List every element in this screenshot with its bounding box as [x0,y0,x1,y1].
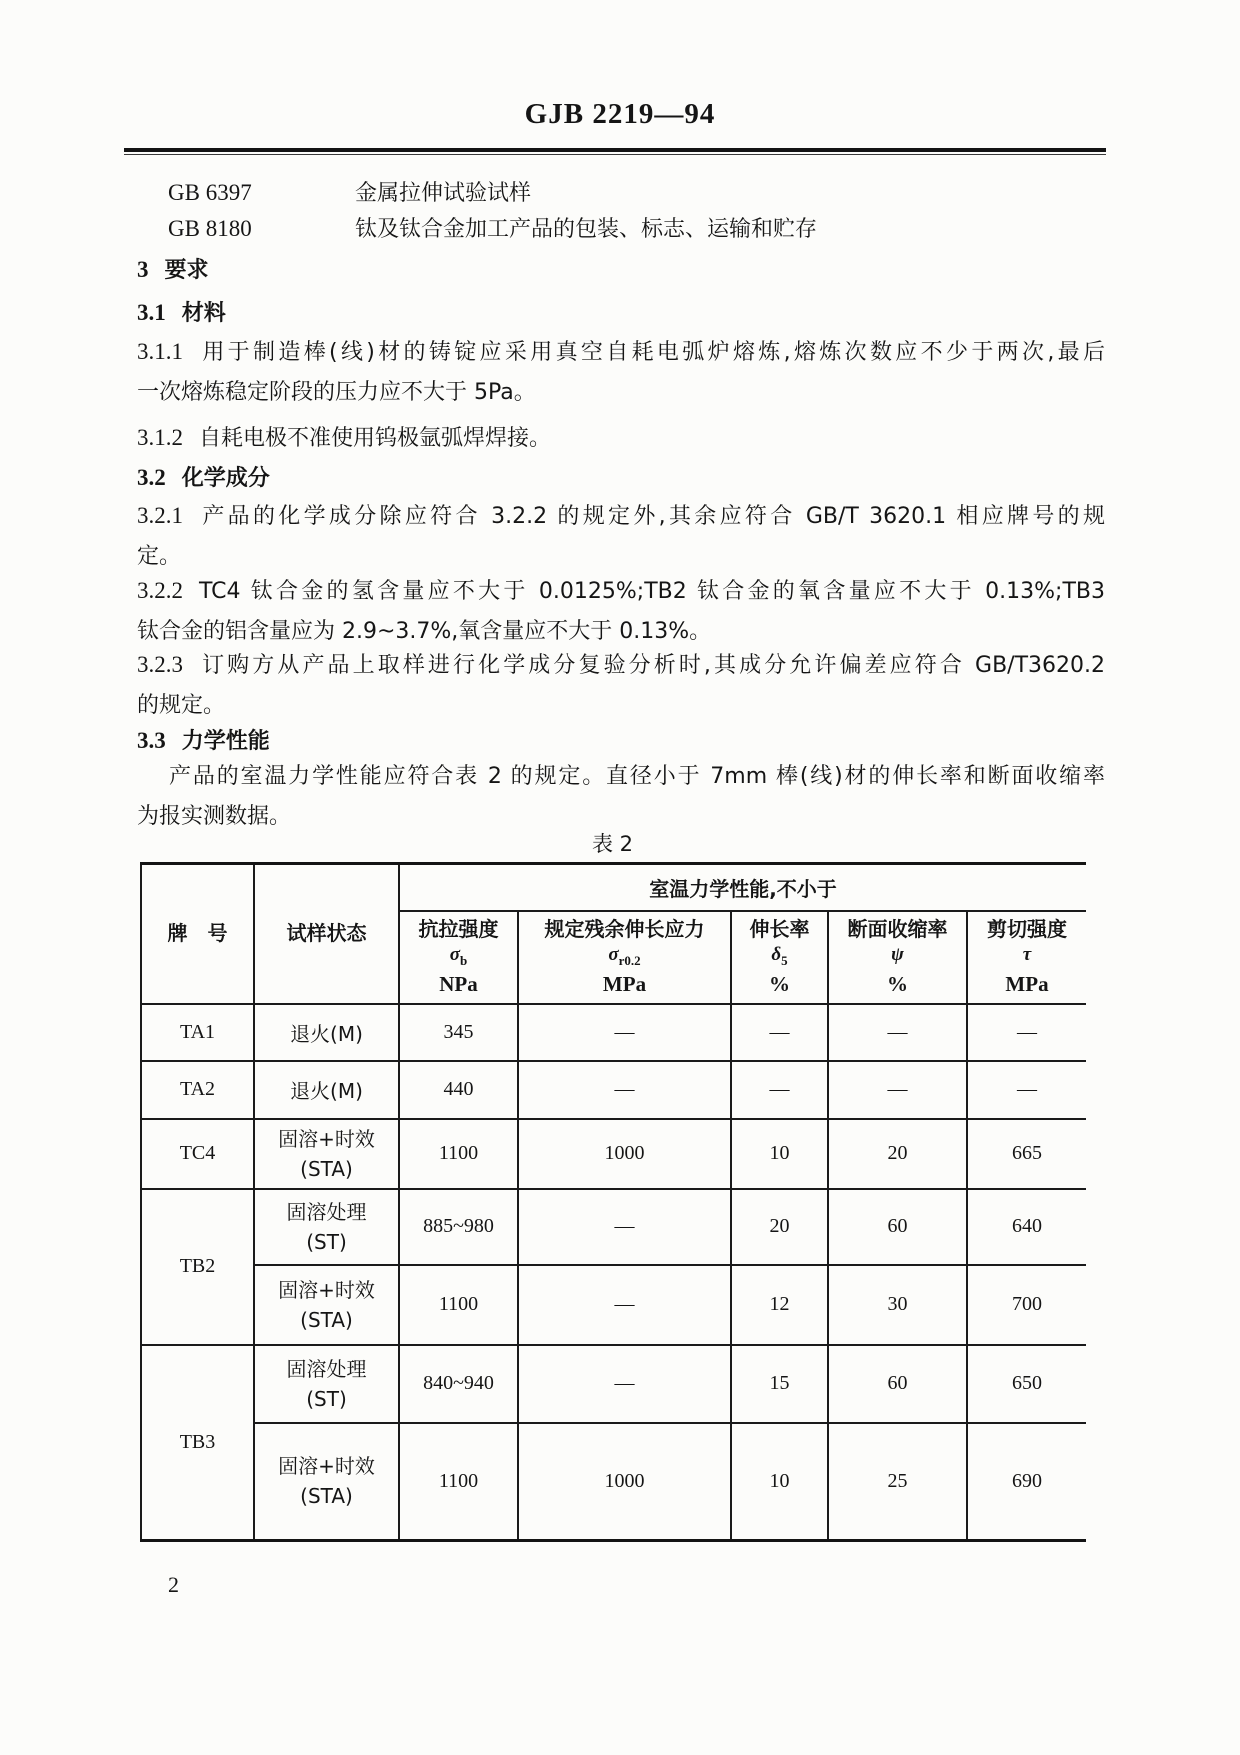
paragraph-line [137,645,1105,686]
state-line: 固溶+时效 [278,1126,375,1151]
cell-state [254,1265,399,1345]
subsection-heading [137,721,1105,762]
paragraph-3-1-2 [137,418,1105,459]
cell-grade: TB2 [141,1189,254,1345]
paragraph-3-1-1 [137,332,1105,413]
paragraph-line: 定。 [137,544,182,569]
table-row [141,1004,1086,1061]
cell-elongation: — [731,1004,828,1061]
clause-number: 3.1.1 [137,339,183,364]
cell-grade: TB3 [141,1345,254,1541]
doc-number: GJB 2219—94 [524,98,716,130]
cell-shear: 700 [967,1265,1086,1345]
cell-state [254,1119,399,1189]
paragraph-line: 为报实测数据。 [137,804,292,829]
col-unit: NPa [439,972,478,997]
clause-number: 3.2.1 [137,503,183,528]
table-row [141,1119,1086,1189]
cell-state: 退火(M) [254,1061,399,1119]
cell-state [254,1423,399,1541]
paragraph-line: 钛合金的铝含量应为 2.9~3.7%,氧含量应不大于 0.13%。 [137,619,712,644]
table-row [141,1061,1086,1119]
cell-shear: 640 [967,1189,1086,1265]
col-header-state: 试样状态 [254,864,399,1004]
section-title: 力学性能 [181,729,270,754]
paragraph-3-2-1 [137,496,1105,577]
cell-shear: 665 [967,1119,1086,1189]
subsection-heading [137,293,1105,334]
paragraph-text: 用于制造棒(线)材的铸锭应采用真空自耗电弧炉熔炼,熔炼次数应不少于两次,最后 [199,340,1105,365]
state-line: 固溶+时效 [278,1277,375,1302]
paragraph-3-3 [137,757,1105,837]
col-unit: % [887,972,908,997]
col-unit: MPa [602,972,647,997]
section-number: 3.1 [137,300,166,325]
section-number: 3.2 [137,465,166,490]
section-heading [137,250,1105,291]
state-line: (STA) [300,1307,353,1332]
cell-shear: — [967,1061,1086,1119]
cell-grade: TA2 [141,1061,254,1119]
cell-tensile: 1100 [399,1119,518,1189]
col-symbol: $\sigma_{r0.2}$ [608,943,641,968]
reference-item [168,211,1108,248]
state-line: 固溶处理 [286,1356,367,1381]
paragraph-line [137,496,1105,537]
col-group-header: 室温力学性能,不小于 [399,864,1086,911]
cell-tensile: 840~940 [399,1345,518,1423]
section-title: 材料 [181,301,226,326]
paragraph-text: TC4 钛合金的氢含量应不大于 0.0125%;TB2 钛合金的氧含量应不大于 0.13%;TB3 [199,579,1105,604]
paragraph-3-2-2 [137,571,1105,652]
col-name: 抗拉强度 [418,916,499,941]
paragraph-text: 产品的化学成分除应符合 3.2.2 的规定外,其余应符合 GB/T 3620.1 相应牌号的规 [199,504,1105,529]
state-line: (ST) [306,1229,347,1254]
col-header-grade: 牌 号 [141,864,254,1004]
cell-reduction: 60 [828,1189,967,1265]
paragraph-line: 一次熔炼稳定阶段的压力应不大于 5Pa。 [137,380,536,405]
section-title: 化学成分 [181,466,270,491]
paragraph-line [137,332,1105,373]
col-name: 剪切强度 [987,916,1067,941]
cell-reduction: 25 [828,1423,967,1541]
table-caption: 表 2 [591,832,634,856]
table-row [141,1345,1086,1423]
paragraph-text: 订购方从产品上取样进行化学成分复验分析时,其成分允许偏差应符合 GB/T3620.2 [199,653,1105,678]
table-row [141,1265,1086,1345]
table-row [141,1189,1086,1265]
cell-shear: — [967,1004,1086,1061]
state-line: (STA) [300,1156,353,1181]
col-symbol: τ [1022,943,1032,965]
paragraph-line: 的规定。 [137,693,226,718]
cell-tensile: 1100 [399,1265,518,1345]
cell-yield: — [518,1004,731,1061]
clause-number: 3.2.3 [137,652,183,677]
col-header-shear [967,911,1086,1004]
cell-grade: TC4 [141,1119,254,1189]
cell-elongation: 10 [731,1119,828,1189]
cell-elongation: — [731,1061,828,1119]
paragraph-line: 产品的室温力学性能应符合表 2 的规定。直径小于 7mm 棒(线)材的伸长率和断面收缩率 [169,764,1105,789]
state-line: (STA) [300,1484,353,1509]
header-rule [124,148,1106,152]
cell-elongation: 15 [731,1345,828,1423]
cell-shear: 650 [967,1345,1086,1423]
paragraph-text: 自耗电极不准使用钨极氩弧焊焊接。 [199,426,552,451]
cell-elongation: 12 [731,1265,828,1345]
cell-shear: 690 [967,1423,1086,1541]
reference-item [168,175,1108,212]
section-title: 要求 [164,258,209,283]
cell-state [254,1189,399,1265]
state-line: 固溶处理 [286,1199,367,1224]
col-header-tensile [399,911,518,1004]
state-line: 固溶+时效 [278,1454,375,1479]
col-header-yield [518,911,731,1004]
col-name: 伸长率 [749,916,810,941]
reference-title: 金属拉伸试验试样 [355,181,532,206]
paragraph-line [137,418,1105,459]
reference-title: 钛及钛合金加工产品的包装、标志、运输和贮存 [355,217,818,242]
cell-reduction: 30 [828,1265,967,1345]
paragraph-3-2-3 [137,645,1105,726]
reference-code: GB 8180 [168,216,252,241]
cell-state [254,1345,399,1423]
state-line: (ST) [306,1386,347,1411]
cell-elongation: 10 [731,1423,828,1541]
col-symbol: ψ [891,943,904,965]
cell-tensile: 885~980 [399,1189,518,1265]
cell-reduction: 60 [828,1345,967,1423]
col-name: 断面收缩率 [847,916,948,941]
cell-tensile: 440 [399,1061,518,1119]
col-symbol: $\delta_5$ [771,943,788,968]
cell-yield: — [518,1265,731,1345]
section-number: 3.3 [137,728,166,753]
cell-yield: 1000 [518,1119,731,1189]
cell-reduction: — [828,1004,967,1061]
col-unit: MPa [1005,972,1049,997]
cell-yield: — [518,1345,731,1423]
cell-yield: — [518,1189,731,1265]
col-symbol: $\sigma_b$ [449,943,468,968]
reference-code: GB 6397 [168,180,252,205]
cell-tensile: 1100 [399,1423,518,1541]
cell-grade: TA1 [141,1004,254,1061]
table-row [141,1423,1086,1541]
col-header-reduction [828,911,967,1004]
cell-yield: — [518,1061,731,1119]
col-name: 规定残余伸长应力 [544,916,705,941]
page-number: 2 [168,1572,179,1597]
mechanical-properties-table [140,862,1086,1542]
col-unit: % [769,972,790,997]
cell-reduction: 20 [828,1119,967,1189]
table-group-header-row [141,864,1086,911]
subsection-heading [137,458,1105,499]
clause-number: 3.2.2 [137,578,183,603]
cell-state: 退火(M) [254,1004,399,1061]
section-number: 3 [137,257,149,282]
paragraph-line [137,571,1105,612]
cell-tensile: 345 [399,1004,518,1061]
cell-yield: 1000 [518,1423,731,1541]
cell-elongation: 20 [731,1189,828,1265]
col-header-elongation [731,911,828,1004]
clause-number: 3.1.2 [137,425,183,450]
cell-reduction: — [828,1061,967,1119]
